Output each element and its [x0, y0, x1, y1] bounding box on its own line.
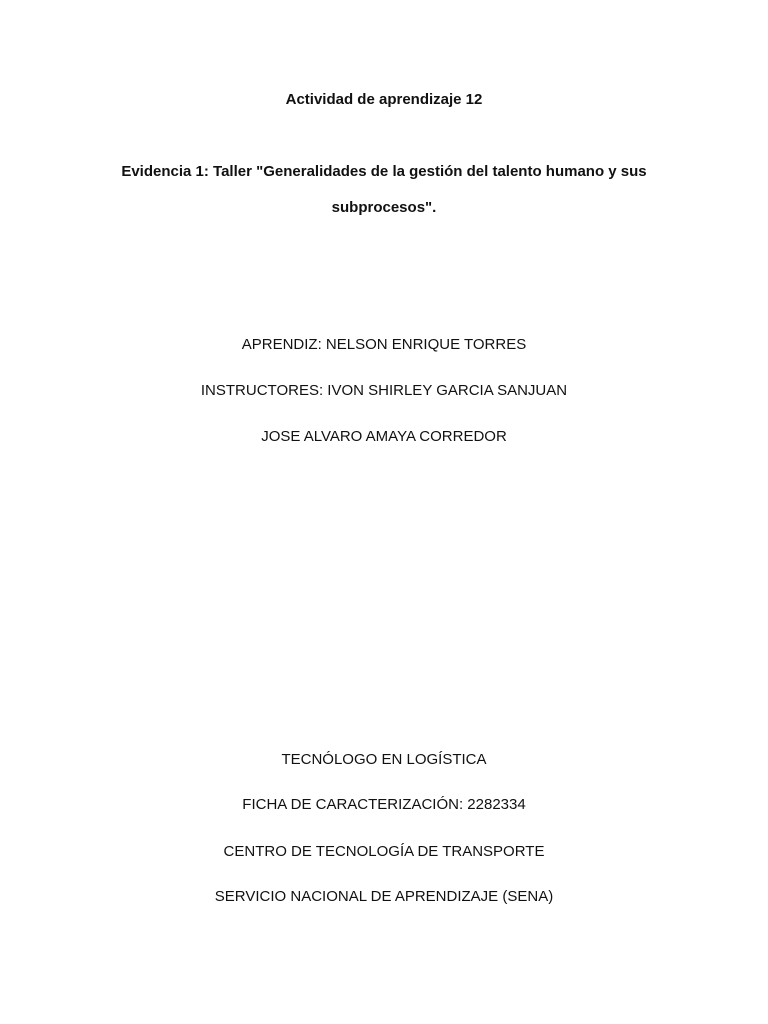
evidence-title-line-2: subprocesos". — [331, 199, 437, 216]
instructors-line-1: INSTRUCTORES: IVON SHIRLEY GARCIA SANJUAN — [200, 382, 568, 399]
instructors-line-2: JOSE ALVARO AMAYA CORREDOR — [261, 428, 507, 445]
program-name: TECNÓLOGO EN LOGÍSTICA — [281, 751, 487, 768]
institution-name: SERVICIO NACIONAL DE APRENDIZAJE (SENA) — [214, 888, 554, 905]
ficha-number: FICHA DE CARACTERIZACIÓN: 2282334 — [242, 796, 526, 813]
apprentice-name: APRENDIZ: NELSON ENRIQUE TORRES — [241, 336, 527, 353]
center-name: CENTRO DE TECNOLOGÍA DE TRANSPORTE — [223, 843, 545, 860]
evidence-title-line-1: Evidencia 1: Taller "Generalidades de la gestión del talento humano y sus — [121, 163, 647, 180]
document-title: Actividad de aprendizaje 12 — [285, 91, 483, 108]
